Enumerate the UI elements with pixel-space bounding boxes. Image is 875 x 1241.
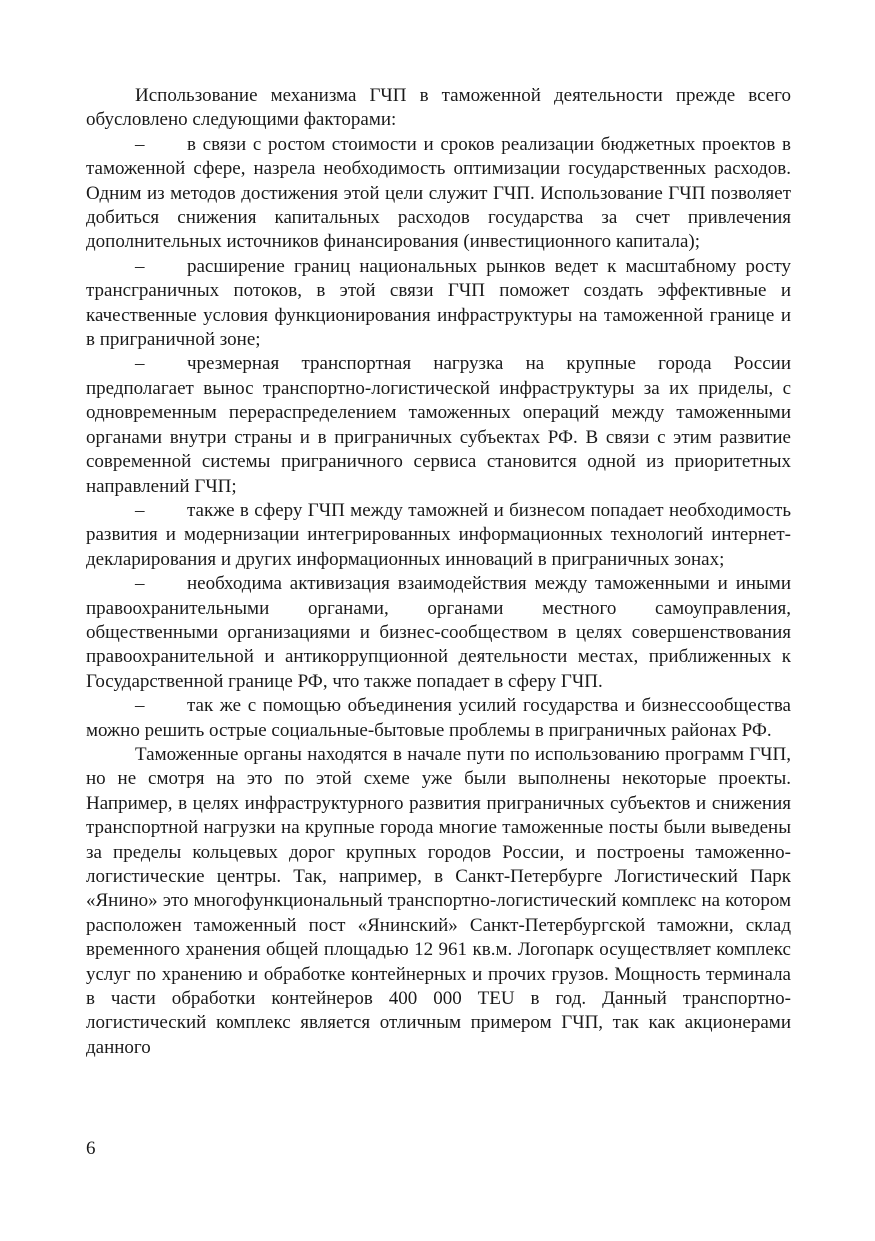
closing-paragraph: Таможенные органы находятся в начале пути по использованию программ ГЧП, но не смотря на это по этой схеме уже были выполнены некоторые проекты. Например, в целях инфраструктурного развития приграничных субъектов и снижения транспортной нагрузки на крупные города многие таможенные посты были выведены за пределы кольцевых дорог крупных городов России, и построены таможенно-логистические центры. Так, например, в Санкт-Петербурге Логистический Парк «Янино» это многофункциональный транспортно-логистический комплекс на котором расположен таможенный пост «Янинский» Санкт-Петербургской таможни, склад временного хранения общей площадью 12 961 кв.м. Логопарк осуществляет комплекс услуг по хранению и обработке контейнерных и прочих грузов. Мощность терминала в части обработки контейнеров 400 000 TEU в год. Данный транспортно-логистический комплекс является отличным примером ГЧП, так как акционерами данного [86, 743, 791, 1058]
page-number: 6 [86, 1138, 96, 1159]
bullet-item-4 [86, 499, 791, 572]
bullet-text: также в сферу ГЧП между таможней и бизнесом попадает необходимость развития и модернизации интегрированных информационных технологий интернет-декларирования и других информационных инноваций в приграничных зонах; [86, 499, 791, 570]
bullet-text: расширение границ национальных рынков ведет к масштабному росту трансграничных потоков, в этой связи ГЧП поможет создать эффективные и качественные условия функционирования инфраструктуры на таможенной границе и в приграничной зоне; [86, 255, 791, 351]
bullet-item-3 [86, 352, 791, 498]
bullet-dash: – [135, 499, 145, 521]
bullet-item-5 [86, 572, 791, 694]
bullet-dash: – [135, 353, 145, 375]
bullet-text: в связи с ростом стоимости и сроков реализации бюджетных проектов в таможенной сфере, назрела необходимость оптимизации государственных расходов. Одним из методов достижения этой цели служит ГЧП. Использование ГЧП позволяет добиться снижения капитальных расходов государства за счет привлечения дополнительных источников финансирования (инвестиционного капитала); [86, 133, 791, 253]
bullet-item-1 [86, 133, 791, 255]
document-body [86, 84, 791, 1060]
bullet-dash: – [135, 695, 145, 717]
bullet-dash: – [135, 133, 145, 155]
bullet-item-2 [86, 255, 791, 353]
intro-paragraph: Использование механизма ГЧП в таможенной деятельности прежде всего обусловлено следующими факторами: [86, 85, 791, 131]
bullet-text: так же с помощью объединения усилий государства и бизнессообщества можно решить острые социальные-бытовые проблемы в приграничных районах РФ. [86, 695, 791, 741]
bullet-dash: – [135, 573, 145, 595]
bullet-text: чрезмерная транспортная нагрузка на крупные города России предполагает вынос транспортно-логистической инфраструктуры за их приделы, с одновременным перераспределением таможенных операций между таможенными органами внутри страны и в приграничных субъектах РФ. В связи с этим развитие современной системы приграничного сервиса становится одной из приоритетных направлений ГЧП; [86, 353, 791, 497]
bullet-dash: – [135, 255, 145, 277]
bullet-item-6 [86, 694, 791, 743]
bullet-text: необходима активизация взаимодействия между таможенными и иными правоохранительными органами, органами местного самоуправления, общественными организациями и бизнес-сообществом в целях совершенствования правоохранительной и антикоррупционной деятельности местах, приближенных к Государственной границе РФ, что также попадает в сферу ГЧП. [86, 573, 791, 692]
